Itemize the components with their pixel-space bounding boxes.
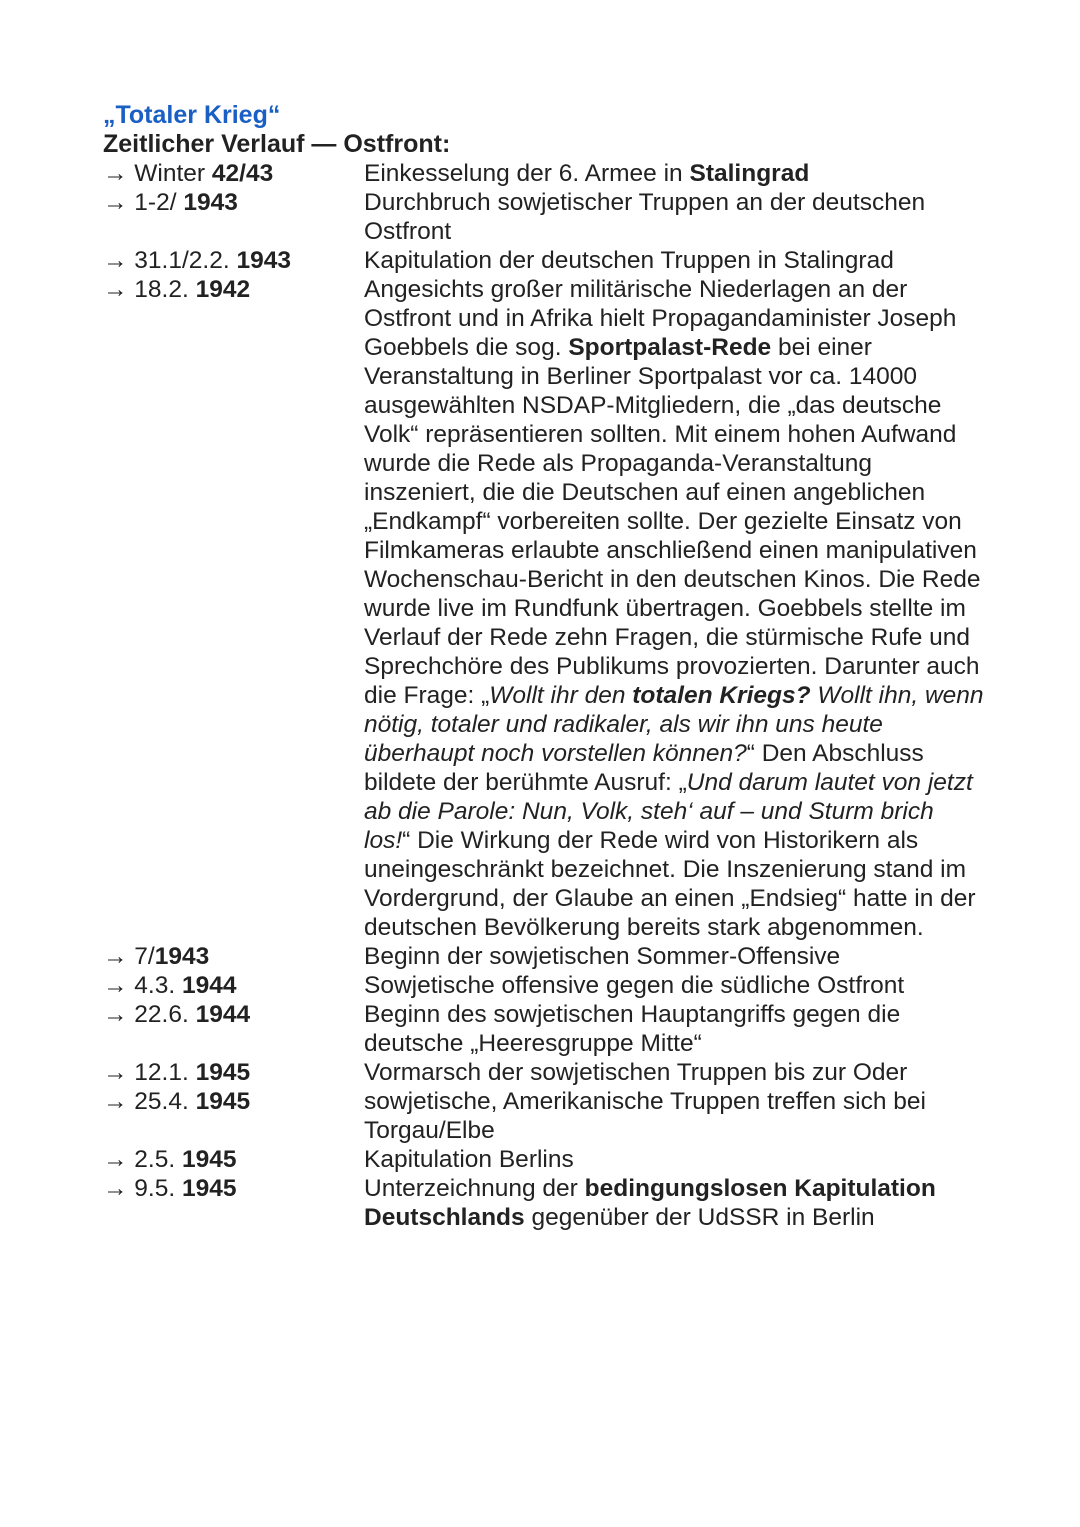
desc-quote: Wollt ihr den (489, 682, 633, 709)
timeline-row (103, 188, 1003, 246)
desc-text: Einkesselung der 6. Armee in (364, 160, 690, 187)
date-part: 25.4. (127, 1088, 196, 1115)
date-year: 42/43 (211, 160, 274, 187)
timeline-row (103, 971, 1003, 1000)
timeline-date (103, 1174, 364, 1232)
date-part: 22.6. (127, 1001, 196, 1028)
date-part: 1-2/ (127, 189, 184, 216)
date-part: 18.2. (127, 276, 196, 303)
arrow-icon: → (103, 1088, 128, 1115)
timeline-row (103, 1000, 1003, 1058)
date-part: 7/ (127, 943, 155, 970)
desc-text: Vormarsch der sowjetischen Truppen bis zur Oder (364, 1059, 908, 1086)
desc-text: “ Die Wirkung der Rede wird von Historikern als uneingeschränkt bezeichnet. Die Inszenierung stand im Vordergrund, der Glaube an einen „Endsieg“ hatte in der deutschen Bevölkerung bereits stark abgenommen. (364, 827, 976, 941)
timeline-row (103, 1145, 1003, 1174)
date-year: 1942 (195, 276, 251, 303)
date-year: 1945 (181, 1146, 237, 1173)
timeline-description (364, 1145, 984, 1174)
desc-text: Kapitulation Berlins (364, 1146, 574, 1173)
timeline-row (103, 1058, 1003, 1087)
timeline-row (103, 1174, 1003, 1232)
desc-text: Angesichts großer militärische Niederlagen an der Ostfront und in Afrika hielt Propagandaminister Joseph Goebbels die sog. (364, 276, 957, 361)
date-year: 1943 (183, 189, 238, 216)
date-year: 1944 (195, 1001, 251, 1028)
section-heading: Zeitlicher Verlauf — Ostfront: (103, 130, 451, 158)
desc-text: Kapitulation der deutschen Truppen in Stalingrad (364, 247, 894, 274)
timeline-row (103, 1087, 1003, 1145)
document-page (103, 100, 1003, 1232)
timeline-date (103, 159, 364, 188)
desc-quote-bold: totalen Kriegs? (632, 682, 811, 709)
desc-bold: bedingungslosen Kapitulation Deutschlands (364, 1175, 936, 1231)
date-part: Winter (127, 160, 212, 187)
timeline-row (103, 275, 1003, 942)
desc-text: Durchbruch sowjetischer Truppen an der deutschen Ostfront (364, 189, 926, 245)
timeline-description (364, 246, 984, 275)
arrow-icon: → (103, 247, 128, 274)
timeline-description (364, 971, 984, 1000)
desc-text: “ Den Abschluss bildete der berühmte Ausruf: „ (364, 740, 924, 796)
timeline-date (103, 942, 364, 971)
date-year: 1943 (236, 247, 291, 274)
timeline-row (103, 159, 1003, 188)
timeline-description (364, 275, 984, 942)
arrow-icon: → (103, 943, 128, 970)
date-part: 31.1/2.2. (127, 247, 237, 274)
timeline-row (103, 942, 1003, 971)
desc-text: gegenüber der UdSSR in Berlin (524, 1204, 875, 1231)
arrow-icon: → (103, 160, 128, 187)
timeline-date (103, 188, 364, 246)
desc-quote: Wollt ihn, wenn nötig, totaler und radikaler, als wir ihn uns heute überhaupt noch vorstellen können? (364, 682, 984, 767)
arrow-icon: → (103, 189, 128, 216)
desc-text: Sowjetische offensive gegen die südliche Ostfront (364, 972, 905, 999)
arrow-icon: → (103, 972, 128, 999)
date-year: 1944 (181, 972, 237, 999)
timeline-row (103, 246, 1003, 275)
desc-bold: Sportpalast-Rede (568, 334, 772, 361)
timeline-description (364, 1174, 984, 1232)
arrow-icon: → (103, 1146, 128, 1173)
date-part: 9.5. (127, 1175, 182, 1202)
timeline-date (103, 246, 364, 275)
date-year: 1943 (154, 943, 210, 970)
date-year: 1945 (181, 1175, 237, 1202)
timeline-description (364, 1000, 984, 1058)
desc-text: Beginn des sowjetischen Hauptangriffs gegen die deutsche „Heeresgruppe Mitte“ (364, 1001, 901, 1057)
document-title: „Totaler Krieg“ (103, 101, 281, 129)
date-part: 2.5. (127, 1146, 182, 1173)
timeline-description (364, 159, 984, 188)
desc-text: Beginn der sowjetischen Sommer-Offensive (364, 943, 841, 970)
timeline-description (364, 1058, 984, 1087)
timeline-date (103, 1058, 364, 1087)
arrow-icon: → (103, 1001, 128, 1028)
arrow-icon: → (103, 1059, 128, 1086)
desc-text: bei einer Veranstaltung in Berliner Sportpalast vor ca. 14000 ausgewählten NSDAP-Mitgliedern, die „das deutsche Volk“ repräsentieren sollten. Mit einem hohen Aufwand wurde die Rede als Propaganda-Veranstaltung inszeniert, die die Deutschen auf einen angeblichen „Endkampf“ vorbereiten sollte. Der gezielte Einsatz von Filmkameras erlaubte anschließend einen manipulativen Wochenschau-Bericht in den deutschen Kinos. Die Rede wurde live im Rundfunk übertragen. Goebbels stellte im Verlauf der Rede zehn Fragen, die stürmische Rufe und Sprechchöre des Publikums provozierten. Darunter auch die Frage: „ (364, 334, 981, 709)
timeline-date (103, 1000, 364, 1058)
desc-quote: Und darum lautet von jetzt ab die Parole: Nun, Volk, steh‘ auf – und Sturm brich los! (364, 769, 973, 854)
timeline-description (364, 942, 984, 971)
date-year: 1945 (195, 1059, 251, 1086)
timeline-date (103, 1087, 364, 1145)
desc-bold: Stalingrad (689, 160, 810, 187)
desc-text: sowjetische, Amerikanische Truppen treffen sich bei Torgau/Elbe (364, 1088, 926, 1144)
desc-text: Unterzeichnung der (364, 1175, 585, 1202)
date-year: 1945 (195, 1088, 251, 1115)
timeline-date (103, 971, 364, 1000)
date-part: 4.3. (127, 972, 182, 999)
timeline-description (364, 1087, 984, 1145)
arrow-icon: → (103, 276, 128, 303)
timeline-description (364, 188, 984, 246)
timeline-date (103, 1145, 364, 1174)
timeline-date (103, 275, 364, 942)
date-part: 12.1. (127, 1059, 196, 1086)
arrow-icon: → (103, 1175, 128, 1202)
